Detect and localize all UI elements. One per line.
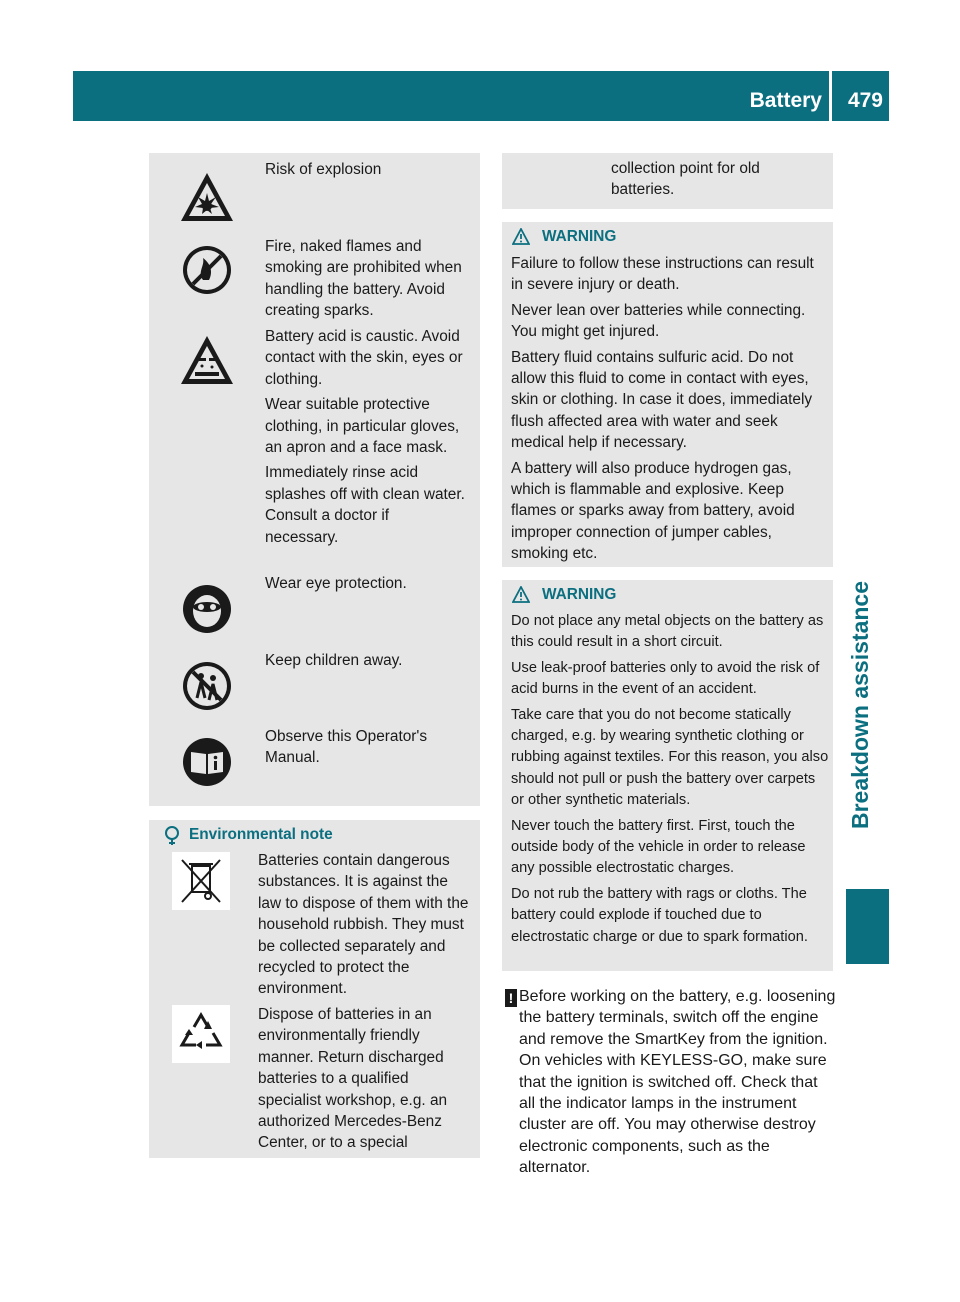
symbols-box: [149, 153, 480, 806]
env-item-text: Batteries contain dangerous substances. It is against the law to dispose of them with the household rubbish. They must be collected separately and recycled to protect the environment.: [258, 852, 469, 998]
caution-note-text: Before working on the battery, e.g. loosening the battery terminals, switch off the engine and remove the SmartKey from the ignition. On vehicles with KEYLESS-GO, make sure that the ignition is switched off. Check that all the indicator lamps in the instrument cluster are off. You may otherwise destroy electronic components, such as the alternator.: [519, 988, 836, 1177]
side-tab-label: Breakdown assistance: [847, 581, 873, 830]
caution-marker: !: [505, 989, 517, 1007]
symbol-text: Battery acid is caustic. Avoid contact with the skin, eyes or clothing. Wear suitable protective clothing, in particular gloves, an apron and a face mask. Immediately rinse acid splashes off with clean water. Consult a doctor if necessary.: [265, 328, 465, 546]
warning-title: WARNING: [542, 228, 617, 245]
crossed-out-bin-icon: [172, 852, 230, 910]
recycling-icon: [172, 1005, 230, 1063]
symbol-text: Wear eye protection.: [265, 575, 407, 592]
environmental-note-title: Environmental note: [189, 826, 333, 843]
symbol-text: Risk of explosion: [265, 161, 382, 178]
page-header: [73, 71, 889, 121]
corrosive-warning-icon: [179, 332, 235, 388]
no-flames-smoking-icon: [179, 242, 235, 298]
warning-box: [502, 580, 833, 971]
page-number: 479: [847, 89, 883, 112]
explosion-warning-icon: [179, 169, 235, 225]
continued-box: [502, 153, 833, 209]
warning-body: Do not place any metal objects on the battery as this could result in a short circuit. Use leak-proof batteries only to avoid the risk of acid burns in the event of an accident. Take care that you do not become statically charged, e.g. by wearing synthetic clothing or rubbing against textiles. For this reason, you also should not pull or push the battery over carpets or other synthetic materials. Never touch the battery first. First, touch the outside body of the vehicle in order to release any possible electrostatic charges. Do not rub the battery with rags or cloths. The battery could explode if touched due to electrostatic charge or due to spark formation.: [511, 613, 829, 945]
environmental-note-box: [149, 820, 480, 1158]
lightbulb-icon: [163, 826, 181, 846]
side-tab-block: [846, 889, 889, 964]
env-item-text: Dispose of batteries in an environmentally friendly manner. Return discharged batteries to a qualified specialist workshop, e.g. an authorized Mercedes-Benz Center, or to a special: [258, 1006, 448, 1152]
symbol-text: Fire, naked flames and smoking are prohibited when handling the battery. Avoid creating sparks.: [265, 238, 462, 320]
eye-protection-icon: [179, 581, 235, 637]
symbol-text: Keep children away.: [265, 652, 403, 669]
operators-manual-icon: [179, 734, 235, 790]
section-title: Battery: [749, 89, 822, 112]
warning-triangle-icon: [512, 586, 530, 604]
symbol-text: Observe this Operator's Manual.: [265, 728, 428, 767]
warning-body: Failure to follow these instructions can result in severe injury or death. Never lean over batteries while connecting. You might get injured. Battery fluid contains sulfuric acid. Do not allow this fluid to come in contact with eyes, skin or clothing. In case it does, immediately flush affected area with water and seek medical help if necessary. A battery will also produce hydrogen gas, which is flammable and explosive. Keep flames or sparks away from battery, avoid improper connection of jumper cables, smoking etc.: [511, 255, 814, 563]
keep-children-away-icon: [179, 658, 235, 714]
warning-title: WARNING: [542, 586, 617, 603]
warning-box: [502, 222, 833, 567]
header-divider: [829, 71, 832, 121]
warning-triangle-icon: [512, 228, 530, 246]
continued-text: collection point for old batteries.: [611, 160, 760, 199]
